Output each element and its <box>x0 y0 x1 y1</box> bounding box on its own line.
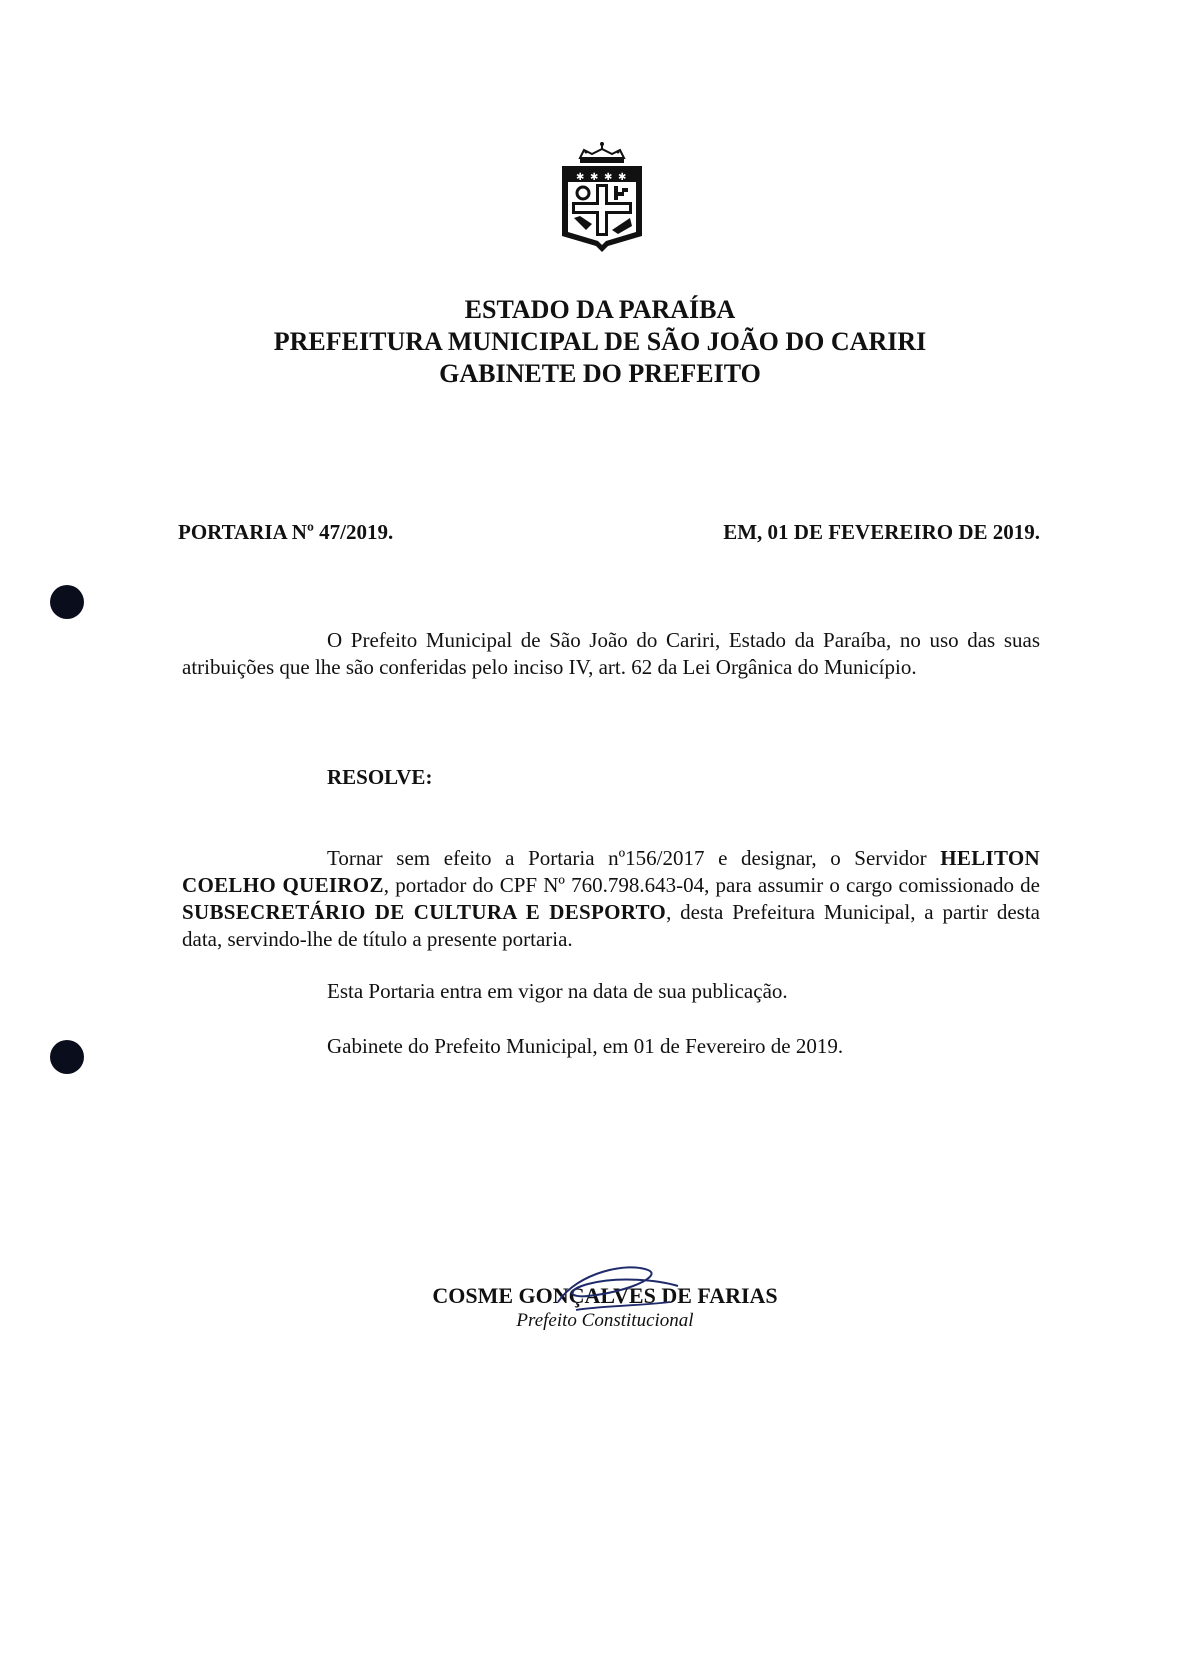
cargo-name: SUBSECRETÁRIO DE CULTURA E DESPORTO <box>182 900 667 924</box>
svg-text:✱: ✱ <box>618 172 627 183</box>
intro-paragraph <box>182 627 1040 681</box>
header-state: ESTADO DA PARAÍBA <box>464 295 736 324</box>
svg-text:✱: ✱ <box>576 172 585 183</box>
svg-text:✱: ✱ <box>590 172 599 183</box>
handwritten-signature <box>548 1262 688 1322</box>
main-paragraph <box>182 845 1040 953</box>
main-text-part3: , desta Prefeitura Municipal, a partir desta data, servindo-lhe de título a presente portaria. <box>182 900 1041 951</box>
intro-text: O Prefeito Municipal de São João do Cariri, Estado da Paraíba, no uso das suas atribuições que lhe são conferidas pelo inciso IV, art. 62 da Lei Orgânica do Município. <box>182 628 1040 679</box>
resolve-heading: RESOLVE: <box>327 765 433 789</box>
portaria-number: PORTARIA Nº 47/2019. <box>178 520 394 544</box>
punch-hole <box>50 1040 84 1074</box>
closing-paragraph: Gabinete do Prefeito Municipal, em 01 de Fevereiro de 2019. <box>327 1034 844 1058</box>
coat-of-arms-icon <box>552 140 652 252</box>
punch-hole <box>50 585 84 619</box>
header-prefeitura: PREFEITURA MUNICIPAL DE SÃO JOÃO DO CARIRI <box>273 327 927 356</box>
svg-text:✱: ✱ <box>604 172 613 183</box>
document-header <box>0 294 1200 390</box>
main-text-part2: , portador do CPF Nº 760.798.643-04, para assumir o cargo comissionado de <box>383 873 1040 897</box>
signatory-title: Prefeito Constitucional <box>516 1310 694 1331</box>
vigor-paragraph: Esta Portaria entra em vigor na data de sua publicação. <box>327 979 788 1003</box>
portaria-date: EM, 01 DE FEVEREIRO DE 2019. <box>723 520 1040 544</box>
main-text-part1: Tornar sem efeito a Portaria nº156/2017 e designar, o Servidor <box>327 846 941 870</box>
signatory-name: COSME GONÇALVES DE FARIAS <box>432 1283 778 1308</box>
servidor-name: HELITON COELHO QUEIROZ <box>182 846 1040 897</box>
header-gabinete: GABINETE DO PREFEITO <box>439 359 761 388</box>
